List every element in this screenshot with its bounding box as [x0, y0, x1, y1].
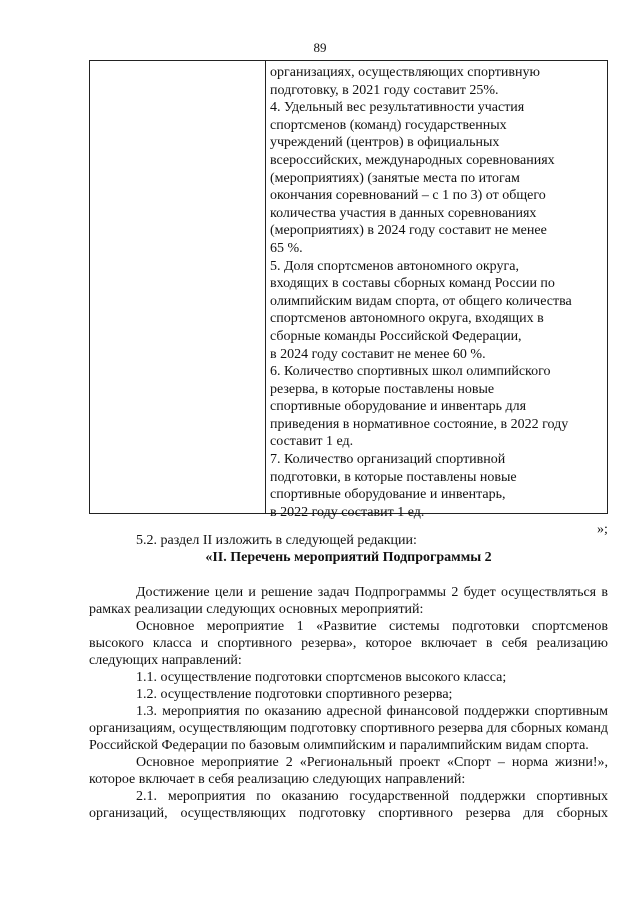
table-line: подготовку, в 2021 году составит 25%. [270, 82, 499, 98]
table-line: подготовки, в которые поставлены новые [270, 469, 517, 485]
paragraph-2: Основное мероприятие 1 «Развитие системы подготовки спортсменов высокого класса и спортивного резерва», которое включает в себя реализацию следующих направлений: [89, 619, 608, 668]
heading-block [89, 549, 608, 566]
table-line: сборные команды Российской Федерации, [270, 328, 522, 344]
table-line: спортивные оборудование и инвентарь для [270, 399, 527, 415]
table-line: 4. Удельный вес результативности участия [270, 100, 525, 116]
paragraph-1: Достижение цели и решение задач Подпрограммы 2 будет осуществляться в рамках реализации следующих основных мероприятий: [89, 585, 608, 617]
table-line: спортсменов (команд) государственных [270, 117, 507, 133]
table-line: 5. Доля спортсменов автономного округа, [270, 258, 519, 274]
table-line: 65 %. [270, 240, 303, 256]
table-line: организациях, осуществляющих спортивную [270, 65, 540, 80]
paragraph-6: Основное мероприятие 2 «Региональный проект «Спорт – норма жизни!», которое включает в себя реализацию следующих направлений: [89, 755, 608, 787]
closing-quote: »; [597, 522, 608, 537]
table-line: составит 1 ед. [270, 434, 354, 450]
page-number: 89 [313, 40, 327, 55]
table-line: 7. Количество организаций спортивной [270, 452, 506, 468]
paragraph-7: 2.1. мероприятия по оказанию государственной поддержки спортивных организаций, осуществляющих подготовку спортивного резерва для сборных [89, 789, 608, 821]
paragraph-3: 1.1. осуществление подготовки спортсменов высокого класса; [136, 670, 507, 685]
section-heading: «II. Перечень мероприятий Подпрограммы 2 [205, 550, 492, 565]
table-column-divider [265, 61, 266, 513]
table-line: приведения в нормативное состояние, в 2022 году [270, 416, 569, 432]
table-line: спортивные оборудование и инвентарь, [270, 487, 506, 503]
body-paragraphs [89, 584, 608, 822]
table-line: резерва, в которые поставлены новые [270, 381, 495, 397]
section-note-block [89, 532, 608, 549]
paragraph-4: 1.2. осуществление подготовки спортивного резерва; [136, 687, 453, 702]
table-line: (мероприятиях) (занятые места по итогам [270, 170, 520, 186]
table-line: входящих в составы сборных команд России по [270, 276, 555, 292]
table-line: в 2024 году составит не менее 60 %. [270, 346, 486, 362]
table-line: всероссийских, международных соревнованиях [270, 152, 555, 168]
table-line: окончания соревнований – с 1 по 3) от общего [270, 188, 546, 204]
table-line: учреждений (центров) в официальных [270, 135, 500, 151]
table-line: спортсменов автономного округа, входящих в [270, 311, 544, 327]
table-line: в 2022 году составит 1 ед. [270, 504, 425, 520]
section-note: 5.2. раздел II изложить в следующей редакции: [136, 533, 417, 548]
table-line: (мероприятиях) в 2024 году составит не менее [270, 223, 547, 239]
table-line: количества участия в данных соревнованиях [270, 205, 537, 221]
table-line: олимпийским видам спорта, от общего количества [270, 293, 572, 309]
paragraph-5: 1.3. мероприятия по оказанию адресной финансовой поддержки спортивным организациям, осуществляющим подготовку спортивного резерва для сборных команд Российской Федерации по базовым олимпийским и паралимпийским видам спорта. [89, 704, 608, 753]
table-line: 6. Количество спортивных школ олимпийского [270, 364, 551, 380]
table-cell-text [270, 64, 605, 521]
